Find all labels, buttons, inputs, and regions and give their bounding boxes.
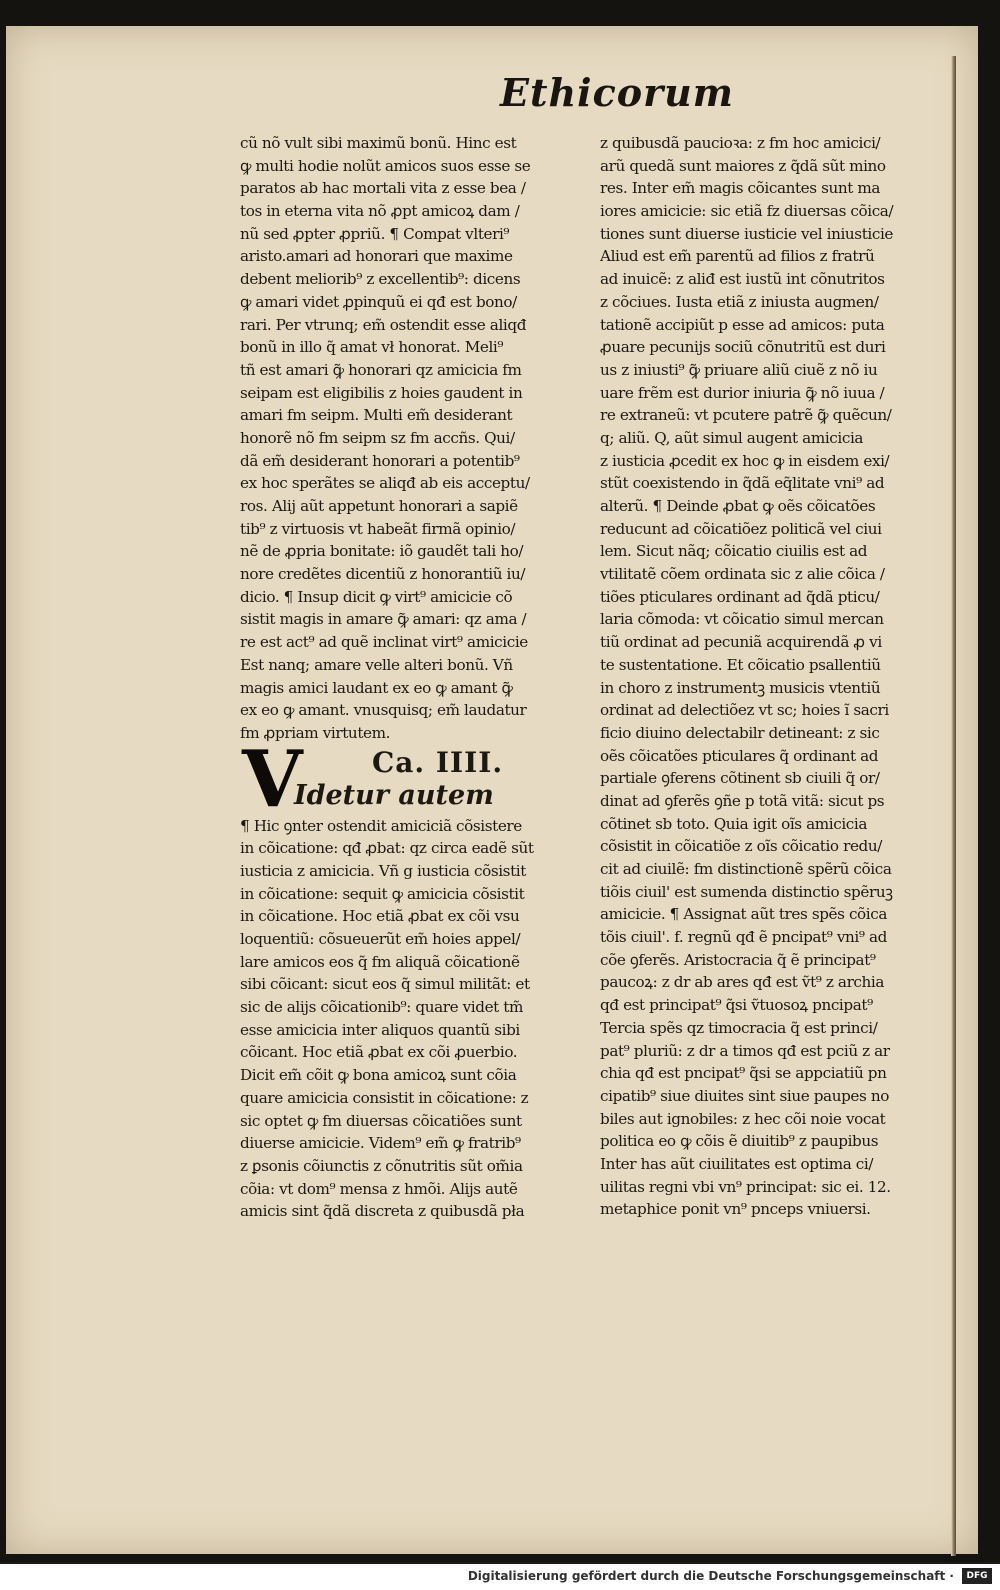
text-line: chia qđ est pncipat⁹ q̃si se appciatiũ pn bbox=[600, 1064, 887, 1083]
text-line: Inter has aũt ciuilitates est optima ci/ bbox=[600, 1154, 874, 1173]
text-line: cõsistit in cõicatiõe z oĩs cõicatio redu/ bbox=[600, 837, 882, 856]
text-line: ficio diuino delectabilr detineant: z sic bbox=[600, 723, 880, 742]
text-line: seipam est eligibilis z hoies gaudent in bbox=[240, 383, 523, 402]
text-line: sic de alijs cõicationib⁹: quare videt tm̃ bbox=[240, 998, 524, 1017]
text-line: dã em̃ desiderant honorari a potentib⁹ bbox=[240, 451, 520, 470]
text-line: honorẽ nõ fm seipm sz fm accñs. Qui/ bbox=[240, 428, 515, 447]
text-line: q; aliũ. Q, aũt simul augent amicicia bbox=[600, 428, 864, 447]
text-line: esse amicicia inter aliquos quantũ sibi bbox=[240, 1020, 520, 1039]
text-line: uilitas regni vbi vn⁹ principat: sic ei. 12. bbox=[600, 1177, 891, 1196]
text-line: dicio. ¶ Insup dicit ꝙ virt⁹ amicicie cõ bbox=[240, 587, 513, 606]
text-line: lem. Sicut nãq; cõicatio ciuilis est ad bbox=[600, 542, 868, 561]
text-line: arũ quedã sunt maiores z q̃dã sũt mino bbox=[600, 156, 886, 175]
text-line: us z iniusti⁹ ꝙ̃ priuare aliũ ciuẽ z nõ iu bbox=[600, 360, 878, 379]
text-line: tiones sunt diuerse iusticie vel iniusticie bbox=[600, 224, 894, 243]
text-line: ꝙ amari videt ꝓpinquũ ei qđ est bono/ bbox=[240, 292, 517, 311]
text-line: cit ad ciuilẽ: fm distinctionẽ spẽrũ cõica bbox=[600, 860, 892, 878]
text-line: res. Inter em̃ magis cõicantes sunt ma bbox=[600, 179, 881, 198]
chapter-incipit: Idetur autem bbox=[294, 779, 494, 811]
text-line: rari. Per vtrunq; em̃ ostendit esse aliqđ bbox=[240, 315, 527, 334]
text-line: stũt coexistendo in q̃dã eq̃litate vni⁹ ad bbox=[600, 474, 885, 493]
text-line: quare amicicia consistit in cõicatione: z bbox=[240, 1088, 529, 1107]
text-line: laria cõmoda: vt cõicatio simul mercan bbox=[600, 610, 884, 629]
text-line: tiũ ordinat ad pecuniã acquirendã ꝓ vi bbox=[600, 633, 882, 652]
text-line: reducunt ad cõicatiõez politicã vel ciui bbox=[600, 519, 882, 538]
text-line: Dicit em̃ cõit ꝙ bona amicoꝝ sunt cõia bbox=[240, 1066, 517, 1085]
text-line: sibi cõicant: sicut eos q̃ simul militãt: et bbox=[240, 975, 530, 994]
text-line: ros. Alij aũt appetunt honorari a sapiẽ bbox=[240, 497, 518, 515]
text-line: fm ꝓpriam virtutem. bbox=[240, 723, 391, 742]
decorated-initial: V bbox=[242, 733, 303, 825]
text-line: paucoꝝ: z dr ab ares qđ est ṽt⁹ z archia bbox=[600, 973, 885, 992]
footer-credit: Digitalisierung gefördert durch die Deutsche Forschungsgemeinschaft · bbox=[467, 1569, 954, 1583]
text-line: cõicant. Hoc etiã ꝓbat ex cõi ꝓuerbio. bbox=[240, 1043, 518, 1062]
text-line: partiale ꝯferens cõtinent sb ciuili q̃ or/ bbox=[600, 769, 880, 788]
text-line: diuerse amicicie. Videm⁹ em̃ ꝙ fratrib⁹ bbox=[240, 1134, 521, 1153]
text-line: tõis ciuil'. f. regnũ qđ ẽ pncipat⁹ vni⁹ ad bbox=[600, 928, 887, 947]
text-line: sic optet ꝙ fm diuersas cõicatiões sunt bbox=[240, 1111, 522, 1130]
text-line: in cõicatione: qđ ꝓbat: qz circa eadẽ sũt bbox=[240, 839, 534, 858]
left-column-top-text bbox=[240, 132, 588, 745]
text-line: ꝓuare pecunijs sociũ cõnutritũ est duri bbox=[600, 338, 886, 357]
text-line: z iusticia ꝓcedit ex hoc ꝙ in eisdem exi/ bbox=[600, 451, 890, 470]
text-line: tos in eterna vita nõ ꝓpt amicoꝝ dam / bbox=[240, 202, 520, 221]
text-line: amari fm seipm. Multi em̃ desiderant bbox=[240, 406, 513, 425]
chapter-heading-block bbox=[240, 733, 588, 825]
text-line: Tercia spẽs qz timocracia q̃ est princi/ bbox=[600, 1018, 878, 1037]
text-line: in cõicatione. Hoc etiã ꝓbat ex cõi vsu bbox=[240, 907, 520, 926]
text-line: paratos ab hac mortali vita z esse bea / bbox=[240, 179, 526, 198]
text-line: loquentiũ: cõsueuerũt em̃ hoies appel/ bbox=[240, 930, 521, 948]
text-line: bonũ in illo q̃ amat vł honorat. Meli⁹ bbox=[240, 338, 504, 357]
text-line: oẽs cõicatões pticulares q̃ ordinant ad bbox=[600, 746, 879, 765]
text-line: nore credẽtes dicentiũ z honorantiũ iu/ bbox=[240, 565, 526, 584]
text-line: qđ est principat⁹ q̃si ṽtuosoꝝ pncipat⁹ bbox=[600, 996, 873, 1015]
text-line: in choro z instrumentꝫ musicis vtentiũ bbox=[600, 678, 881, 697]
text-line: amicicie. ¶ Assignat aũt tres spẽs cõica bbox=[600, 905, 888, 924]
text-line: z ꝑsonis cõiunctis z cõnutritis sũt om̃ia bbox=[240, 1156, 523, 1175]
text-line: metaphice ponit vn⁹ pnceps vniuersi. bbox=[600, 1200, 871, 1219]
text-line: ordinat ad delectiõez vt sc; hoies ĩ sacri bbox=[600, 701, 889, 720]
text-line: pat⁹ pluriũ: z dr a timos qđ est pciũ z ar bbox=[600, 1041, 890, 1060]
text-line: cũ nõ vult sibi maximũ bonũ. Hinc est bbox=[240, 134, 517, 152]
text-line: re est act⁹ ad quẽ inclinat virt⁹ amicicie bbox=[240, 633, 528, 652]
text-line: debent meliorib⁹ z excellentib⁹: dicens bbox=[240, 270, 521, 289]
text-line: vtilitatẽ cõem ordinata sic z alie cõica / bbox=[600, 565, 885, 584]
left-column-bottom-text bbox=[240, 815, 588, 1223]
text-line: tñ est amari ꝙ̃ honorari qz amicicia fm bbox=[240, 360, 522, 379]
text-line: z cõciues. Iusta etiã z iniusta augmen/ bbox=[600, 292, 879, 311]
text-line: iores amicicie: sic etiã fz diuersas cõica/ bbox=[600, 202, 894, 221]
text-line: in cõicatione: sequit ꝙ amicicia cõsistit bbox=[240, 884, 525, 903]
text-line: tib⁹ z virtuosis vt habeãt firmã opinio/ bbox=[240, 519, 516, 538]
text-line: cipatib⁹ siue diuites sint siue paupes no bbox=[600, 1086, 889, 1105]
digitization-footer bbox=[0, 1564, 1000, 1590]
text-line: re extraneũ: vt pcutere patrẽ ꝙ̃ quẽcun/ bbox=[600, 406, 892, 425]
text-line: ꝙ multi hodie nolũt amicos suos esse se bbox=[240, 156, 531, 175]
running-head: Ethicorum bbox=[500, 70, 734, 115]
text-line: te sustentatione. Et cõicatio psallentiũ bbox=[600, 655, 881, 674]
text-line: lare amicos eos q̃ fm aliquã cõicationẽ bbox=[240, 952, 520, 971]
text-line: Est nanq; amare velle alteri bonũ. Vñ bbox=[240, 655, 513, 674]
text-line: aristo.amari ad honorari que maxime bbox=[240, 247, 513, 266]
text-line: ad inuicẽ: z aliđ est iustũ int cõnutritos bbox=[600, 270, 885, 289]
dfg-logo: DFG bbox=[962, 1568, 992, 1584]
text-line: politica eo ꝙ cõis ẽ diuitib⁹ z paupibus bbox=[600, 1132, 879, 1151]
right-column-text bbox=[600, 132, 952, 1221]
text-line: cõe ꝯferẽs. Aristocracia q̃ ẽ principat⁹ bbox=[600, 950, 876, 969]
text-line: nũ sed ꝓpter ꝓpriũ. ¶ Compat vlteri⁹ bbox=[240, 224, 510, 243]
text-line: nẽ de ꝓpria bonitate: iõ gaudẽt tali ho/ bbox=[240, 542, 524, 561]
text-line: tationẽ accipiũt p esse ad amicos: puta bbox=[600, 315, 885, 334]
text-line: amicis sint q̃dã discreta z quibusdã pła bbox=[240, 1202, 525, 1221]
text-line: ex eo ꝙ amant. vnusquisq; em̃ laudatur bbox=[240, 701, 527, 720]
text-line: cõia: vt dom⁹ mensa z hmõi. Alijs autẽ bbox=[240, 1179, 518, 1198]
chapter-heading: Ca. IIII. bbox=[372, 745, 504, 779]
text-line: sistit magis in amare ꝙ̃ amari: qz ama / bbox=[240, 610, 527, 629]
text-line: Aliud est em̃ parentũ ad filios z fratrũ bbox=[600, 247, 875, 266]
right-column bbox=[600, 132, 952, 1221]
text-line: tiõis ciuil' est sumenda distinctio spẽruꝫ bbox=[600, 882, 893, 901]
text-line: ex hoc sperãtes se aliqđ ab eis acceptu/ bbox=[240, 474, 530, 493]
text-line: magis amici laudant ex eo ꝙ amant ꝙ̃ bbox=[240, 678, 513, 697]
text-line: z quibusdã paucioꝛa: z fm hoc amicici/ bbox=[600, 134, 881, 152]
text-line: cõtinet sb toto. Quia igit oĩs amicicia bbox=[600, 814, 867, 833]
left-column bbox=[240, 132, 588, 1223]
text-line: dinat ad ꝯferẽs ꝯñe p totã vitã: sicut ps bbox=[600, 791, 885, 810]
text-line: iusticia z amicicia. Vñ g iusticia cõsistit bbox=[240, 861, 526, 880]
text-line: tiões pticulares ordinant ad q̃dã pticu/ bbox=[600, 587, 880, 606]
text-line: alterũ. ¶ Deinde ꝓbat ꝙ oẽs cõicatões bbox=[600, 497, 876, 515]
text-line: uare frẽm est durior iniuria ꝙ̃ nõ iuua / bbox=[600, 383, 885, 402]
text-line: biles aut ignobiles: z hec cõi noie vocat bbox=[600, 1109, 886, 1128]
text-line: ¶ Hic ꝯnter ostendit amiciciã cõsistere bbox=[240, 816, 522, 835]
